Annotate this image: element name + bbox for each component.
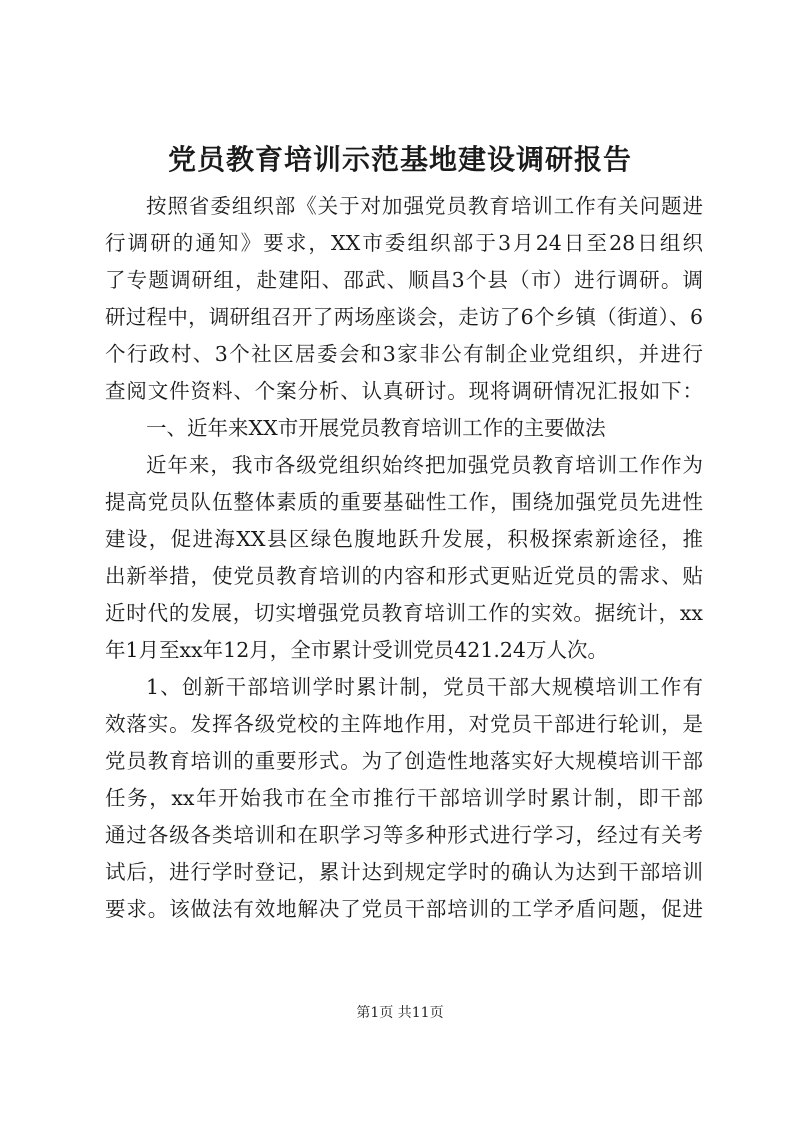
paragraph-line: 试后，进行学时登记，累计达到规定学时的确认为达到干部培训 — [105, 860, 703, 884]
paragraph-line: 通过各级各类培训和在职学习等多种形式进行学习，经过有关考 — [105, 823, 703, 847]
paragraph-line: 提高党员队伍整体素质的重要基础性工作，围绕加强党员先进性 — [105, 490, 703, 514]
document-title: 党员教育培训示范基地建设调研报告 — [167, 143, 632, 176]
section-heading: 一、近年来XX市开展党员教育培训工作的主要做法 — [146, 416, 606, 440]
paragraph-line: 效落实。发挥各级党校的主阵地作用，对党员干部进行轮训，是 — [105, 712, 703, 736]
paragraph-line: 个行政村、3个社区居委会和3家非公有制企业党组织，并进行 — [105, 342, 703, 366]
paragraph-line: 查阅文件资料、个案分析、认真研讨。现将调研情况汇报如下： — [105, 379, 703, 403]
paragraph-line: 1、创新干部培训学时累计制，党员干部大规模培训工作有 — [146, 675, 703, 699]
paragraph-line: 近年来，我市各级党组织始终把加强党员教育培训工作作为 — [146, 453, 703, 477]
document-body — [105, 188, 703, 928]
paragraph-line: 建设，促进海XX县区绿色腹地跃升发展，积极探索新途径，推 — [105, 527, 703, 551]
paragraph-line: 近时代的发展，切实增强党员教育培训工作的实效。据统计，xx — [105, 601, 703, 625]
paragraph-line: 了专题调研组，赴建阳、邵武、顺昌3个县（市）进行调研。调 — [105, 268, 703, 292]
paragraph-line: 年1月至xx年12月，全市累计受训党员421.24万人次。 — [105, 638, 608, 662]
paragraph-line: 行调研的通知》要求，XX市委组织部于3月24日至28日组织 — [105, 231, 703, 255]
paragraph-line: 党员教育培训的重要形式。为了创造性地落实好大规模培训干部 — [105, 749, 703, 773]
paragraph-line: 按照省委组织部《关于对加强党员教育培训工作有关问题进 — [146, 194, 703, 218]
paragraph-line: 要求。该做法有效地解决了党员干部培训的工学矛盾问题，促进 — [105, 897, 703, 921]
page-number-footer: 第1页 共11页 — [356, 1005, 444, 1021]
paragraph-line: 出新举措，使党员教育培训的内容和形式更贴近党员的需求、贴 — [105, 564, 703, 588]
paragraph-line: 研过程中，调研组召开了两场座谈会，走访了6个乡镇（街道）、6 — [105, 305, 703, 329]
paragraph-line: 任务，xx年开始我市在全市推行干部培训学时累计制，即干部 — [105, 786, 703, 810]
